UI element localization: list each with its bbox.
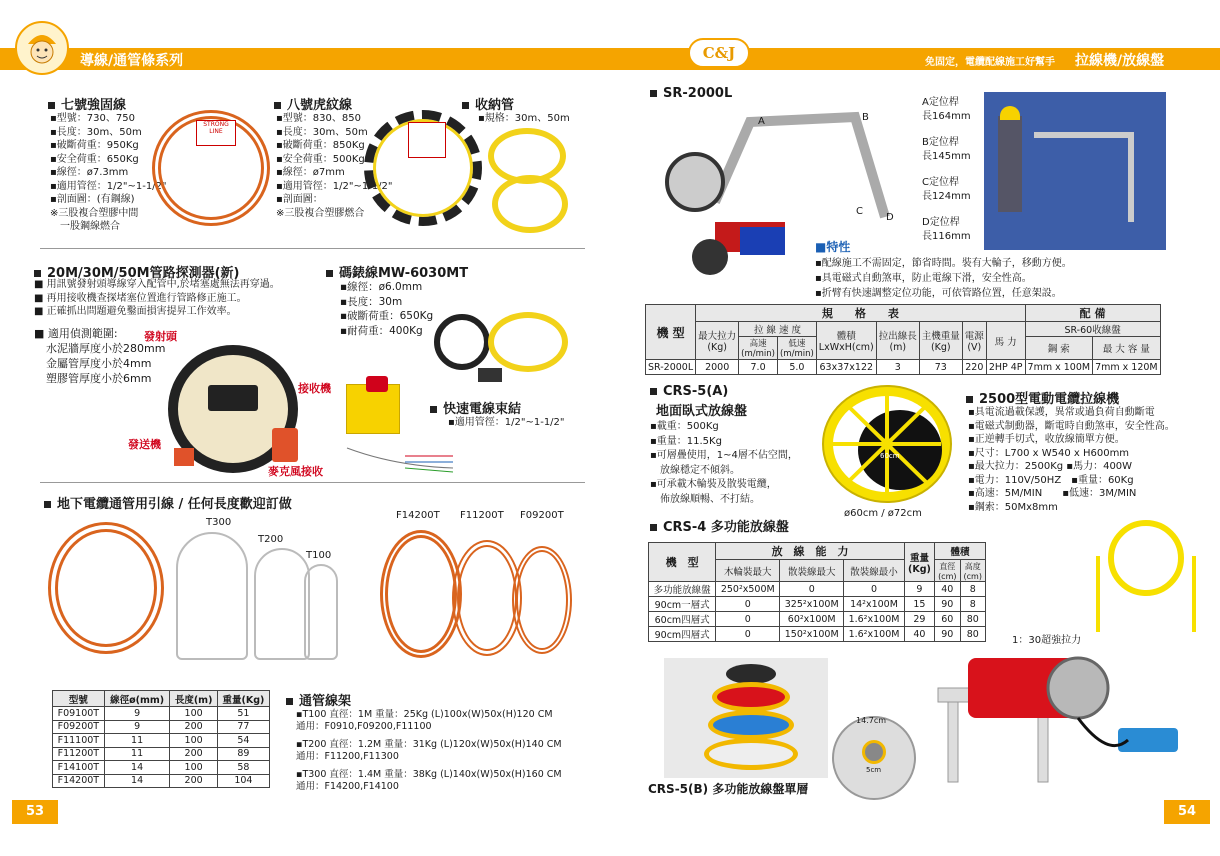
- table-row: F09200T 9 200 77: [53, 720, 270, 734]
- wire-binder-tool-image: [366, 376, 388, 392]
- storage-tube-image-2: [492, 175, 568, 233]
- sr2000l-spec-table: 機 型 規 格 表 配 備 最大拉力 (Kg) 拉 線 速 度 體積 LxWxH(cm) 拉出線長 (m) 主機重量 (Kg) 電源 (V) 馬 力 SR-60收線盤 高速 (m/min) 低速 (m/min) 鋼 索 最 大 容 量 SR-2000L 2000 7.0 5.0 63x37x122 3 73 220 2HP 4P 7mm x 100M 7mm x 120M: [645, 304, 1161, 375]
- no7-rope-specs: ▪型號：730、750 ▪長度：30m、50m ▪破斷荷重：950Kg ▪安全荷重：650Kg ▪線徑：ø7.3mm ▪適用管徑：1/2"~1-1/2" ▪剖面圖：(有鋼線) ※三股複合塑膠中間 一股鋼線燃合: [50, 113, 167, 232]
- pipe-detector-label-plate: [208, 385, 258, 411]
- section-title-meter-wire: 碼錶線MW-6030MT: [326, 262, 468, 281]
- rod-table-header: 型號: [53, 691, 105, 707]
- left-header-title: 導線/通管條系列: [80, 53, 184, 69]
- section-title-no7-rope: 七號強固線: [48, 94, 126, 113]
- right-header-title: 拉線機/放線盤: [1075, 53, 1165, 69]
- crs5a-specs: ▪載重：500Kg ▪重量：11.5Kg ▪可層疊使用，1~4層不佔空間， 放線穩定不傾斜。 ▪可承載木輪裝及散裝電纜， 佈放線順暢、不打結。: [650, 421, 798, 505]
- mic-label: 麥克風接收: [268, 465, 323, 478]
- frame-label-t100: T100: [306, 550, 332, 561]
- frame-label-f09200t: F09200T: [520, 510, 564, 521]
- page-number-53: 53: [12, 800, 58, 824]
- rod-f09200t-image: [512, 546, 572, 654]
- frame-label-f11200t: F11200T: [460, 510, 504, 521]
- sr-point-c: C: [856, 206, 863, 217]
- pipe-detector-desc: ■ 用訊號發射頭導線穿入配管中,於堵塞處無法再穿過。 ■ 再用接收機查探堵塞位置進行管路修正施工。 ■ 正確抓出問題避免鑿面損害提昇工作效率。: [34, 279, 280, 317]
- rod-reel-image-large: [48, 522, 164, 654]
- section-title-rod-frame: 通管線架: [286, 690, 351, 709]
- wire-binder-specs: ▪適用管徑：1/2"~1-1/2": [448, 417, 565, 428]
- table-row: F11100T 11 100 54: [53, 734, 270, 748]
- meter-wire-coil-2: [488, 312, 568, 372]
- section-title-storage-tube: 收納管: [462, 94, 514, 113]
- rod-f14200t-image: [380, 530, 462, 658]
- section-divider-2: [40, 482, 585, 483]
- crs5b-stack-photo: [664, 658, 828, 778]
- table-row: SR-2000L 2000 7.0 5.0 63x37x122 3 73 220 2HP 4P 7mm x 100M 7mm x 120M: [646, 360, 1161, 375]
- section-title-wire-binder: 快速電線束結: [430, 398, 521, 417]
- frame-t300-image: [176, 532, 248, 660]
- drum-stand-frame-image: [1096, 556, 1196, 632]
- wire-binder-cables-image: [345, 438, 455, 476]
- section-title-underground-rod: 地下電纜通管用引線 / 任何長度歡迎訂做: [44, 493, 292, 512]
- no8-rope-tag: [408, 122, 446, 158]
- no8-rope-specs: ▪型號：830、850 ▪長度：30m、50m ▪破斷荷重：850Kg ▪安全荷重：500Kg ▪線徑：ø7mm ▪適用管徑：1/2"~1-1/2" ▪剖面圖： ※三股複合塑膠燃合: [276, 113, 393, 219]
- rod-spec-table: [52, 690, 270, 788]
- no7-rope-tag: STRONG LINE: [196, 120, 236, 146]
- rod-table-header: 重量(Kg): [217, 691, 269, 707]
- frame-label-t200: T200: [258, 534, 284, 545]
- receiver-label: 接收機: [298, 382, 331, 395]
- puller-ratio-label: 1：30超強拉力: [1012, 635, 1082, 646]
- transmitter-label: 發送機: [128, 438, 161, 451]
- meter-wire-coil-1: [434, 314, 490, 370]
- 2500-puller-machine-image: [928, 648, 1188, 788]
- receiver-device-image: [272, 428, 298, 462]
- brand-logo: C&J: [688, 38, 750, 68]
- section-title-2500-puller: 2500型電動電纜拉線機: [966, 388, 1119, 407]
- crs5a-reel-image: [818, 382, 956, 506]
- page-number-54: 54: [1164, 800, 1210, 824]
- rod-table-header: 長度(m): [170, 691, 217, 707]
- table-row: F14200T 14 200 104: [53, 774, 270, 788]
- table-row: 多功能放線盤 250²x500M 0 0 9 40 8: [649, 582, 986, 597]
- table-row: 60cm四層式 0 60²x100M 1.6²x100M 29 60 80: [649, 612, 986, 627]
- crs5a-subtitle: 地面臥式放線盤: [656, 404, 748, 419]
- crs5a-image-label: 60cm: [880, 452, 900, 460]
- sr-feature-title: ■特性: [815, 240, 851, 254]
- crs5b-dim-2: 5cm: [866, 766, 882, 774]
- table-row: F11200T 11 200 89: [53, 747, 270, 761]
- table-row: F14100T 14 100 58: [53, 761, 270, 775]
- section-divider-1: [40, 248, 585, 249]
- 2500-puller-specs: ▪具電流過載保護，異常或過負荷自動斷電 ▪電磁式制動器，斷電時自動煞車，安全性高。 ▪正逆轉手切式，收放線簡單方便。 ▪尺寸：L700 x W540 x H600mm ▪最大拉力：2500Kg ▪馬力：400W ▪電力：110V/50HZ ▪重量：60Kg ▪高速：5M/MIN ▪低速：3M/MIN ▪鋼索：50Mx8mm: [968, 407, 1175, 513]
- section-title-sr2000l: SR-2000L: [650, 86, 732, 101]
- meter-wire-specs: ▪線徑：ø6.0mm ▪長度：30m ▪破斷荷重：650Kg ▪耐荷重：400Kg: [340, 281, 434, 337]
- crs5a-size: ø60cm / ø72cm: [844, 508, 922, 519]
- sr-features: ▪配線施工不需固定，節省時間。裝有大輪子，移動方便。 ▪具電磁式自動煞車，防止電線下滑，安全性高。 ▪折臂有快速調整定位功能，可依管路位置，任意架設。: [815, 258, 1072, 299]
- sr2000l-worker-photo: [984, 92, 1166, 250]
- launcher-label: 發射頭: [144, 330, 177, 343]
- mascot-logo-icon: [14, 20, 70, 76]
- section-title-crs5a: CRS-5(A): [650, 384, 728, 399]
- sr-point-a: A: [758, 116, 765, 127]
- crs5b-dim-1: 14.7cm: [856, 716, 887, 725]
- rod-frame-specs: ▪T100 直徑：1M 重量：25Kg (L)100x(W)50x(H)120 CM 通用：F0910,F09200,F11100 ▪T200 直徑：1.2M 重量：31Kg (L)120x(W)50x(H)140 CM 通用：F11200,F11300 ▪T300 直徑：1.4M 重量：38Kg (L)140x(W)50x(H)160 CM 通用：F14200,F14100: [296, 709, 562, 792]
- frame-t100-image: [304, 564, 338, 660]
- table-row: F09100T 9 100 51: [53, 707, 270, 721]
- crs5b-single-layer-image: [832, 716, 916, 800]
- meter-counter-image: [478, 368, 502, 382]
- storage-tube-specs: ▪規格：30m、50m: [478, 113, 570, 124]
- crs5b-title: CRS-5(B) 多功能放線盤單層: [648, 782, 809, 796]
- transmitter-device-image: [174, 448, 194, 466]
- frame-label-f14200t: F14200T: [396, 510, 440, 521]
- sr-positions-list: A定位桿 長164mm B定位桿 長145mm C定位桿 長124mm D定位桿 長116mm: [922, 97, 971, 242]
- sr2000l-machine-image: [655, 102, 895, 282]
- sr-point-b: B: [862, 112, 869, 123]
- crs4-spec-table: 機 型 放 線 能 力 重量 (Kg) 體積 木輪裝最大 散裝線最大 散裝線最小 直徑 (cm) 高度 (cm) 多功能放線盤 250²x500M 0 0 9 40 8 90cm一層式 0 325²x100M 14²x100M 15 90 8 60cm四層式 0 60²x100M 1.6²x100M 29 60 80 90cm四層式 0 150²x100M 1.6²x100M 40 90 80: [648, 542, 986, 642]
- sr-point-d: D: [886, 212, 894, 223]
- frame-t200-image: [254, 548, 310, 660]
- table-row: 90cm四層式 0 150²x100M 1.6²x100M 40 90 80: [649, 627, 986, 642]
- section-title-pipe-detector: 20M/30M/50M管路探測器(新): [34, 262, 239, 281]
- table-row: 90cm一層式 0 325²x100M 14²x100M 15 90 8: [649, 597, 986, 612]
- pipe-detector-range: ■ 適用偵測範圍: 水泥牆厚度小於280mm 金屬管厚度小於4mm 塑膠管厚度小於6mm: [34, 327, 166, 385]
- section-title-no8-rope: 八號虎紋線: [274, 94, 352, 113]
- rod-table-header: 線徑ø(mm): [104, 691, 170, 707]
- right-header-subtitle: 免固定，電纜配線施工好幫手: [925, 57, 1055, 68]
- frame-label-t300: T300: [206, 517, 232, 528]
- section-title-crs4: CRS-4 多功能放線盤: [650, 516, 789, 535]
